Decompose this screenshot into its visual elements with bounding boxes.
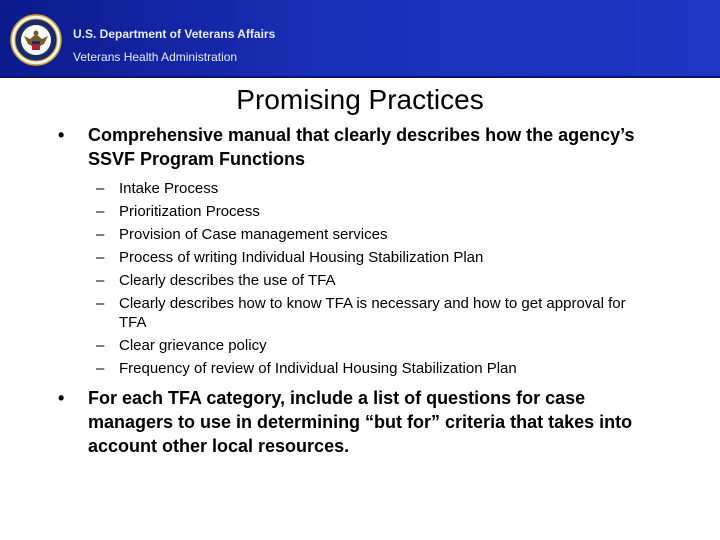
- dash-icon: –: [96, 203, 105, 220]
- dash-icon: –: [96, 360, 105, 377]
- sub-bullet-text: Clear grievance policy: [119, 337, 267, 354]
- sub-bullet-text: Clearly describes the use of TFA: [119, 272, 336, 289]
- dash-icon: –: [96, 180, 105, 197]
- sub-bullet-item: [0, 294, 720, 332]
- sub-bullet-text: Clearly describes how to know TFA is necessary and how to get approval for TFA: [119, 295, 626, 331]
- sub-bullet-text: Process of writing Individual Housing Stabilization Plan: [119, 249, 484, 266]
- sub-bullet-item: [0, 202, 720, 221]
- dash-icon: –: [96, 272, 105, 289]
- sub-bullet-text: Prioritization Process: [119, 203, 260, 220]
- main-bullet-text: For each TFA category, include a list of questions for case managers to use in determining “but for” criteria that takes into account other local resources.: [88, 388, 633, 456]
- main-bullet-text: Comprehensive manual that clearly describes how the agency’s SSVF Program Functions: [88, 125, 635, 169]
- header-banner: [0, 0, 720, 78]
- sub-bullet-list: [0, 179, 720, 378]
- va-seal-icon: [10, 14, 62, 66]
- sub-bullet-text: Frequency of review of Individual Housing Stabilization Plan: [119, 360, 517, 377]
- sub-bullet-item: [0, 225, 720, 244]
- sub-bullet-item: [0, 248, 720, 267]
- sub-bullet-text: Provision of Case management services: [119, 226, 388, 243]
- dash-icon: –: [96, 337, 105, 354]
- sub-bullet-item: [0, 359, 720, 378]
- subagency-name: Veterans Health Administration: [73, 50, 238, 64]
- sub-bullet-text: Intake Process: [119, 180, 219, 197]
- sub-bullet-item: [0, 271, 720, 290]
- bullet-icon: •: [58, 388, 65, 408]
- dash-icon: –: [96, 226, 105, 243]
- slide-body: [0, 123, 720, 458]
- sub-bullet-item: [0, 179, 720, 198]
- sub-bullet-item: [0, 336, 720, 355]
- dash-icon: –: [96, 295, 105, 312]
- banner-divider: [0, 76, 720, 78]
- bullet-icon: •: [58, 125, 65, 145]
- main-bullet-1: [0, 123, 720, 171]
- dash-icon: –: [96, 249, 105, 266]
- main-bullet-2: [0, 386, 720, 458]
- slide-title: Promising Practices: [236, 84, 484, 115]
- agency-name: U.S. Department of Veterans Affairs: [73, 27, 276, 41]
